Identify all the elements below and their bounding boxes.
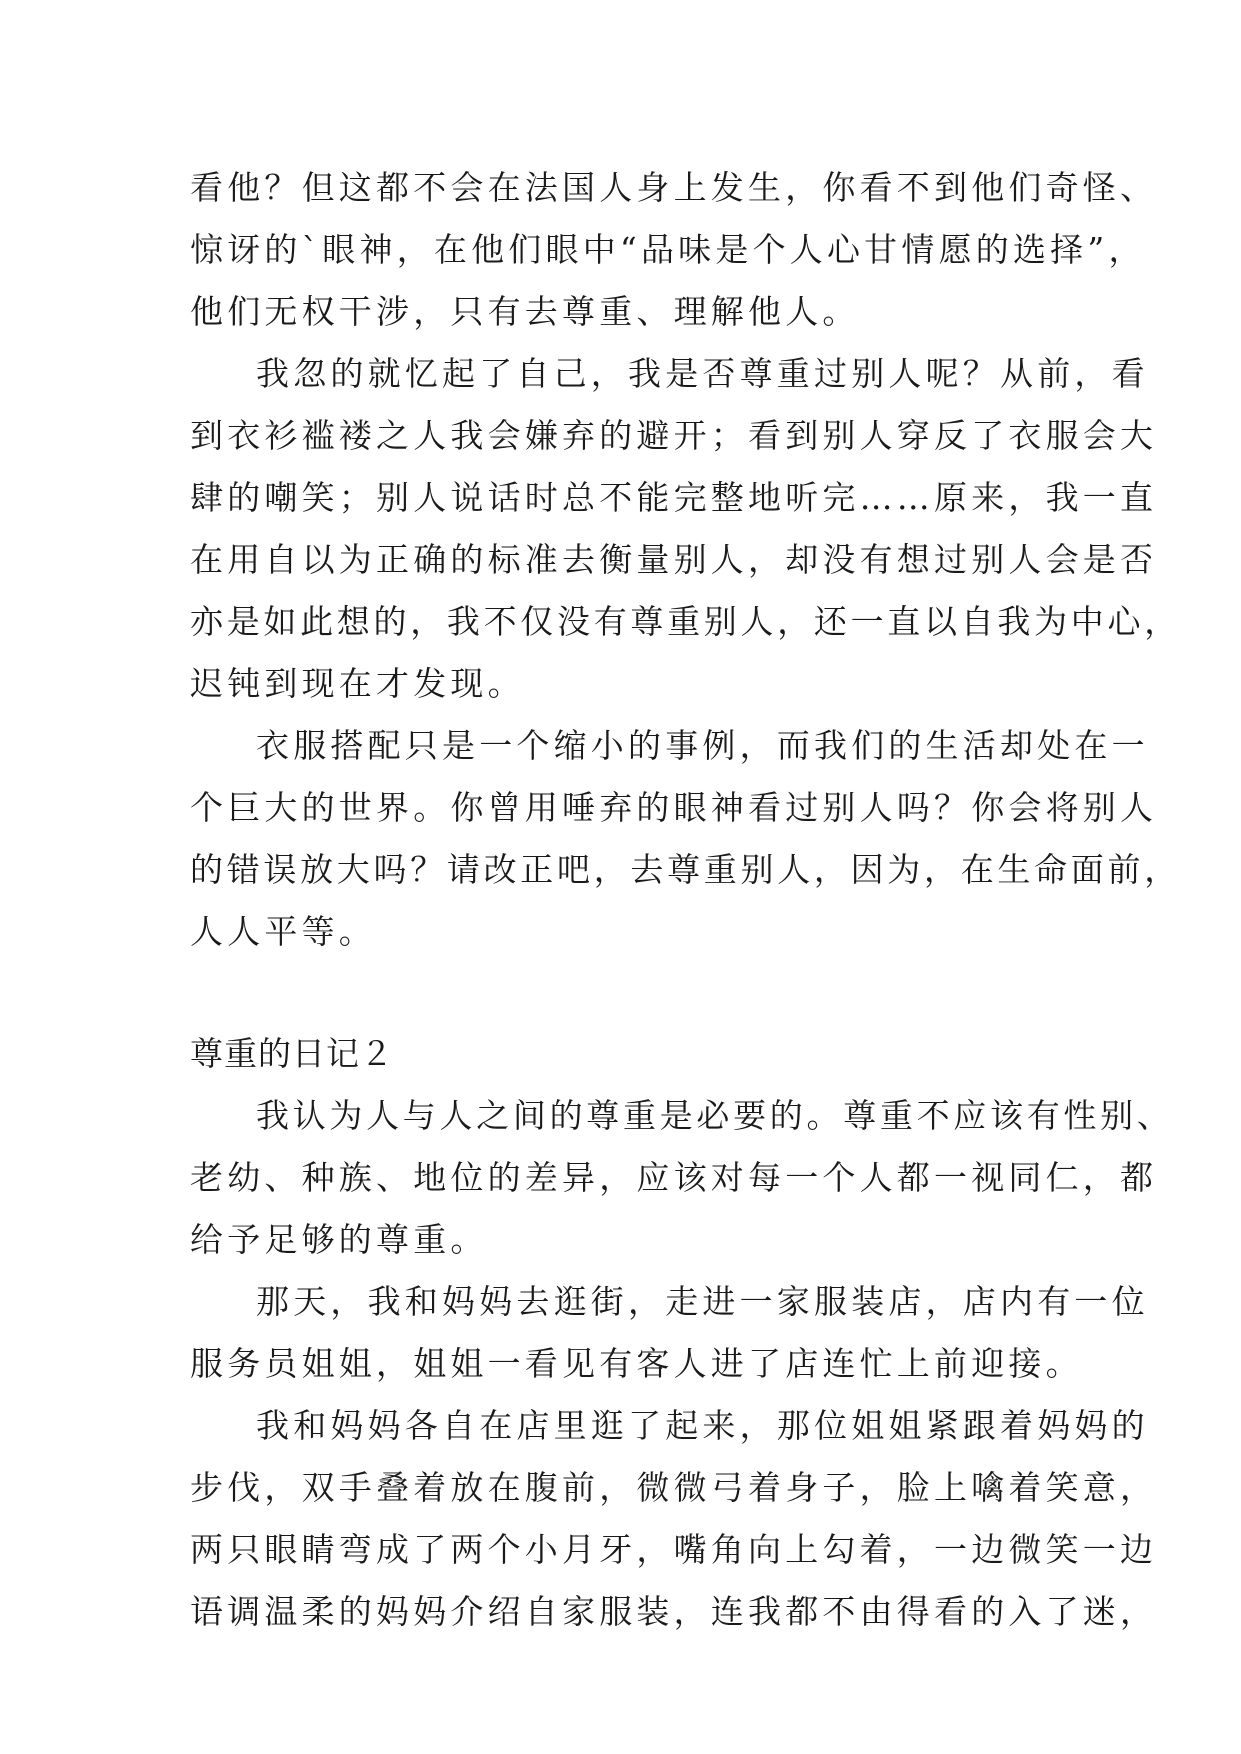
section-title: 尊重的日记２	[190, 1034, 394, 1073]
paragraph-line: 人人平等。	[190, 912, 376, 951]
paragraph-line: 看他？但这都不会在法国人身上发生，你看不到他们奇怪、	[190, 168, 1158, 207]
paragraph-line: 老幼、种族、地位的差异，应该对每一个人都一视同仁，都	[190, 1158, 1158, 1197]
paragraph-line: 他们无权干涉，只有去尊重、理解他人。	[190, 292, 860, 331]
paragraph-line: 在用自以为正确的标准去衡量别人，却没有想过别人会是否	[190, 540, 1158, 579]
paragraph-line: 亦是如此想的，我不仅没有尊重别人，还一直以自我为中心，	[190, 602, 1181, 641]
paragraph-line: 我和妈妈各自在店里逛了起来，那位姐姐紧跟着妈妈的	[256, 1406, 1149, 1445]
paragraph-line: 服务员姐姐，姐姐一看见有客人进了店连忙上前迎接。	[190, 1344, 1083, 1383]
paragraph-line: 我认为人与人之间的尊重是必要的。尊重不应该有性别、	[256, 1096, 1174, 1135]
paragraph-line: 给予足够的尊重。	[190, 1220, 488, 1259]
paragraph-line: 那天，我和妈妈去逛街，走进一家服装店，店内有一位	[256, 1282, 1149, 1321]
paragraph-line: 惊讶的`眼神，在他们眼中“品味是个人心甘情愿的选择”，	[190, 230, 1146, 269]
paragraph-line: 迟钝到现在才发现。	[190, 664, 525, 703]
paragraph-line: 到衣衫褴褛之人我会嫌弃的避开；看到别人穿反了衣服会大	[190, 416, 1158, 455]
paragraph-line: 步伐，双手叠着放在腹前，微微弓着身子，脸上噙着笑意，	[190, 1468, 1158, 1507]
paragraph-line: 两只眼睛弯成了两个小月牙，嘴角向上勾着，一边微笑一边	[190, 1530, 1158, 1569]
paragraph-line: 的错误放大吗？请改正吧，去尊重别人，因为，在生命面前，	[190, 850, 1181, 889]
paragraph-line: 个巨大的世界。你曾用唾弃的眼神看过别人吗？你会将别人	[190, 788, 1158, 827]
paragraph-line: 肆的嘲笑；别人说话时总不能完整地听完……原来，我一直	[190, 478, 1158, 517]
paragraph-line: 我忽的就忆起了自己，我是否尊重过别人呢？从前，看	[256, 354, 1149, 393]
paragraph-line: 语调温柔的妈妈介绍自家服装，连我都不由得看的入了迷，	[190, 1592, 1158, 1631]
paragraph-line: 衣服搭配只是一个缩小的事例，而我们的生活却处在一	[256, 726, 1149, 765]
